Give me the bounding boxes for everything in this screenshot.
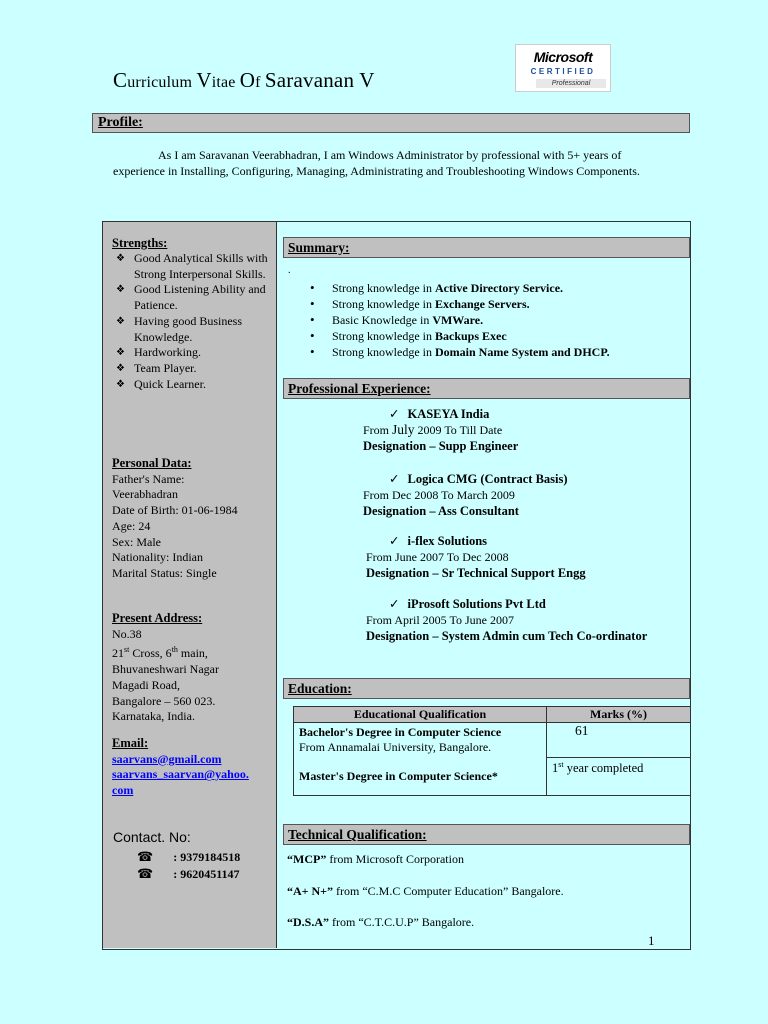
email-heading: Email: (112, 736, 149, 750)
job-company: ✓ i-flex Solutions (389, 534, 488, 548)
job-dates: From June 2007 To Dec 2008 (366, 550, 509, 564)
strength-item: ❖ Hardworking. (112, 345, 272, 361)
strength-item: ❖ Having good Business Knowledge. (112, 314, 272, 345)
checkmark-icon: ✓ (389, 534, 400, 548)
personal-data-section (112, 456, 272, 582)
job-dates: From Dec 2008 To March 2009 (363, 488, 515, 502)
phone-icon: ☎ (137, 866, 154, 881)
checkmark-icon: ✓ (389, 597, 400, 611)
strengths-list (112, 251, 272, 392)
address-line: No.38 (112, 626, 142, 641)
personal-field: Nationality: Indian (112, 550, 203, 565)
microsoft-certified-logo (515, 44, 611, 92)
phone-number: : 9620451147 (173, 867, 240, 881)
table-row (294, 723, 691, 758)
address-heading: Present Address: (112, 611, 203, 625)
summary-item: • Strong knowledge in Backups Exec (310, 328, 610, 344)
job-company: ✓ Logica CMG (Contract Basis) (389, 472, 568, 486)
strength-item: ❖ Quick Learner. (112, 377, 272, 393)
technical-item: “A+ N+” from “C.M.C Computer Education” Bangalore. (287, 884, 564, 898)
technical-heading-bar (283, 824, 690, 845)
personal-field: Veerabhadran (112, 487, 178, 502)
profile-text: As I am Saravanan Veerabhadran, I am Windows Administrator by professional with 5+ years of experience in Installing, Configuring, Managing, Administrating and Troubleshooting Windows Components. (113, 148, 640, 178)
page-number: 1 (648, 933, 655, 948)
job-designation: Designation – System Admin cum Tech Co-ordinator (366, 629, 648, 643)
summary-list (310, 280, 610, 360)
profile-heading: Profile: (98, 115, 143, 130)
logo-brand: Microsoft (533, 49, 593, 65)
experience-heading-bar (283, 378, 690, 399)
summary-heading: Summary: (288, 240, 350, 255)
job-company: ✓ iProsoft Solutions Pvt Ltd (389, 597, 546, 611)
personal-field: Sex: Male (112, 534, 161, 549)
profile-heading-bar (92, 113, 690, 133)
strengths-section (112, 236, 272, 392)
summary-heading-bar (283, 237, 690, 258)
logo-certified: CERTIFIED (530, 67, 596, 76)
address-line: Bangalore – 560 023. (112, 693, 216, 708)
degree-institution: From Annamalai University, Bangalore. (299, 740, 492, 754)
personal-field: Marital Status: Single (112, 565, 217, 580)
job-logica (363, 471, 683, 519)
phone-icon: ☎ (137, 849, 154, 864)
address-line: Bhuvaneshwari Nagar (112, 662, 219, 677)
personal-field: Father's Name: (112, 471, 185, 486)
job-designation: Designation – Ass Consultant (363, 504, 519, 518)
phone-number: : 9379184518 (173, 850, 241, 864)
job-company: ✓ KASEYA India (389, 407, 490, 421)
address-line: Magadi Road, (112, 677, 180, 692)
marks-cell: 1st year completed (547, 758, 691, 796)
education-heading: Education: (288, 681, 352, 696)
document-title: Curriculum Vitae Of Saravanan V (113, 68, 375, 92)
qualification-cell (294, 723, 547, 796)
strength-item: ❖ Team Player. (112, 361, 272, 377)
address-line: Karnataka, India. (112, 709, 195, 724)
column-header-marks: Marks (%) (547, 707, 691, 723)
technical-item: “MCP” from Microsoft Corporation (287, 852, 464, 866)
personal-field: Date of Birth: 01-06-1984 (112, 503, 238, 518)
strengths-heading: Strengths: (112, 236, 168, 250)
job-dates: From April 2005 To June 2007 (366, 613, 514, 627)
address-line: 21st Cross, 6th main, (112, 645, 208, 661)
table-header-row (294, 707, 691, 723)
education-heading-bar (283, 678, 690, 699)
phone-row (137, 849, 240, 865)
strength-item: ❖ Good Listening Ability and Patience. (112, 282, 272, 313)
email-link-yahoo[interactable]: saarvans_saarvan@yahoo. (112, 767, 249, 782)
job-designation: Designation – Supp Engineer (363, 439, 519, 453)
checkmark-icon: ✓ (389, 407, 400, 421)
degree-name: Bachelor's Degree in Computer Science (299, 725, 502, 739)
email-link-yahoo-continued[interactable]: com (112, 783, 134, 798)
experience-heading: Professional Experience: (288, 381, 431, 396)
summary-item: • Strong knowledge in Domain Name System and DHCP. (310, 344, 610, 360)
summary-item: • Strong knowledge in Active Directory Service. (310, 280, 610, 296)
address-section (112, 611, 272, 725)
personal-field: Age: 24 (112, 518, 151, 533)
job-designation: Designation – Sr Technical Support Engg (366, 566, 586, 580)
technical-item: “D.S.A” from “C.T.C.U.P” Bangalore. (287, 915, 475, 929)
strength-item: ❖ Good Analytical Skills with Strong Interpersonal Skills. (112, 251, 272, 282)
checkmark-icon: ✓ (389, 472, 400, 486)
job-iprosoft (366, 596, 686, 644)
stray-dot: . (288, 265, 291, 276)
personal-data-heading: Personal Data: (112, 456, 192, 470)
marks-cell: 61 (547, 723, 691, 758)
job-iflex (366, 533, 686, 581)
phone-row (137, 866, 240, 882)
logo-level: Professional (536, 79, 606, 88)
technical-heading: Technical Qualification: (288, 827, 427, 842)
job-dates: From July 2009 To Till Date (363, 422, 503, 437)
degree-name: Master's Degree in Computer Science* (299, 769, 498, 783)
job-kaseya (363, 406, 683, 454)
email-link-gmail[interactable]: saarvans@gmail.com (112, 751, 222, 766)
column-header-qualification: Educational Qualification (294, 707, 547, 723)
education-table (293, 706, 691, 796)
summary-item: • Basic Knowledge in VMWare. (310, 312, 610, 328)
email-section (112, 736, 274, 799)
summary-item: • Strong knowledge in Exchange Servers. (310, 296, 610, 312)
contact-heading: Contact. No: (113, 829, 191, 845)
